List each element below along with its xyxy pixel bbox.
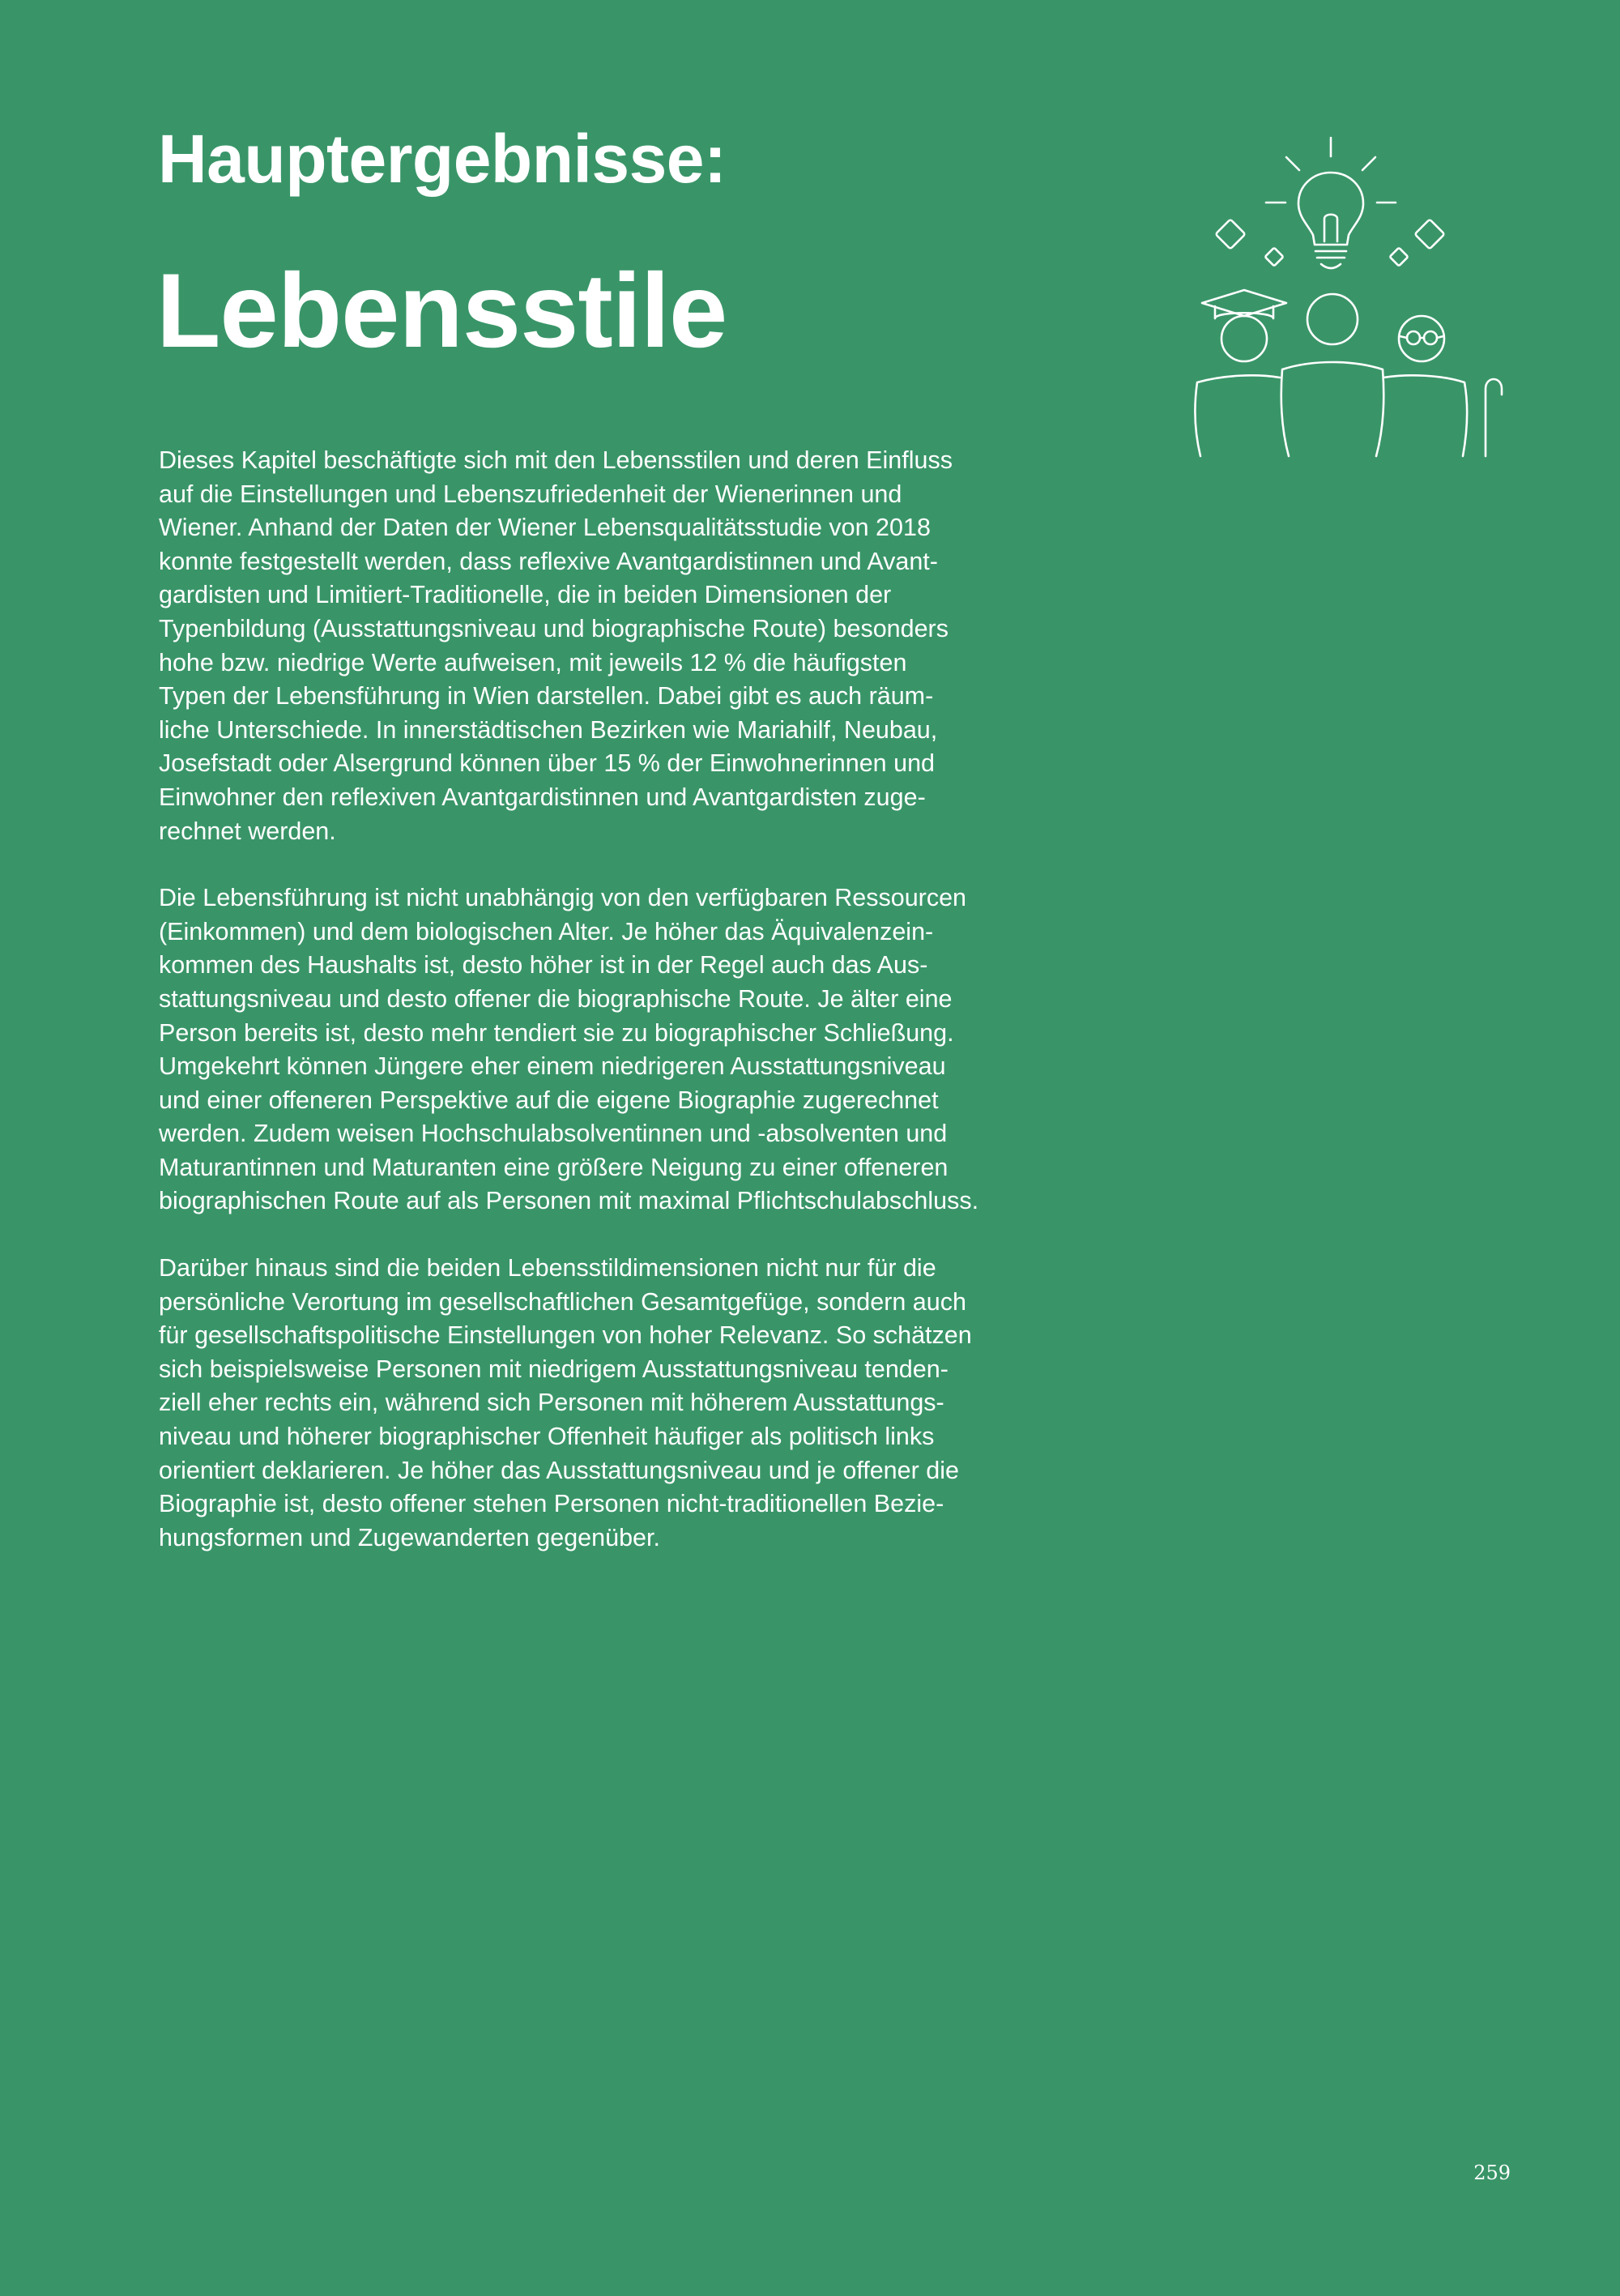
body-text (159, 444, 1017, 1588)
paragraph-1: Dieses Kapitel beschäftigte sich mit den Lebensstilen und deren Einfluss auf die Einstellungen und Lebenszufriedenheit der Wienerinnen und Wiener. Anhand der Daten der Wiener Lebensqualitätsstudie von 2018 konnte festgestellt werden, dass reflexive Avantgardistinnen und Avant- gardisten und Limitiert-Traditionelle, die in beiden Dimensionen der Typenbildung (Ausstattungsniveau und biographische Route) besonders hohe bzw. niedrige Werte aufweisen, mit jeweils 12 % die häufigsten Typen der Lebensführung in Wien darstellen. Dabei gibt es auch räum- liche Unterschiede. In innerstädtischen Bezirken wie Mariahilf, Neubau, Josefstadt oder Alsergrund können über 15 % der Einwohnerinnen und Einwohner den reflexiven Avantgardistinnen und Avantgardisten zuge- rechnet werden. (159, 446, 953, 845)
paragraph-2: Die Lebensführung ist nicht unabhängig von den verfügbaren Ressourcen (Einkommen) und dem biologischen Alter. Je höher das Äquivalenzein- kommen des Haushalts ist, desto höher ist in der Regel auch das Aus- stattungsniveau und desto offener die biographische Route. Je älter eine Person bereits ist, desto mehr tendiert sie zu biographischer Schließung. Umgekehrt können Jüngere eher einem niedrigeren Ausstattungsniveau und einer offeneren Perspektive auf die eigene Biographie zugerechnet werden. Zudem weisen Hochschulabsolventinnen und -absolventen und Maturantinnen und Maturanten eine größere Neigung zu einer offeneren biographischen Route auf als Personen mit maximal Pflichtschulabschluss. (159, 884, 979, 1215)
paragraph-3: Darüber hinaus sind die beiden Lebensstildimensionen nicht nur für die persönliche Verortung im gesellschaftlichen Gesamtgefüge, sondern auch für gesellschaftspolitische Einstellungen von hoher Relevanz. So schätzen sich beispielsweise Personen mit niedrigem Ausstattungsniveau tenden- ziell eher rechts ein, während sich Personen mit höherem Ausstattungs- niveau und höherer biographischer Offenheit häufiger als politisch links orientiert deklarieren. Je höher das Ausstattungsniveau und je offener die Biographie ist, desto offener stehen Personen nicht-traditionellen Bezie- hungsformen und Zugewanderten gegenüber. (159, 1254, 972, 1551)
lightbulb-people-icon (1191, 130, 1515, 462)
page-number: 259 (1473, 2162, 1511, 2184)
page-title: Lebensstile (156, 251, 727, 369)
section-kicker: Hauptergebnisse: (158, 121, 727, 197)
